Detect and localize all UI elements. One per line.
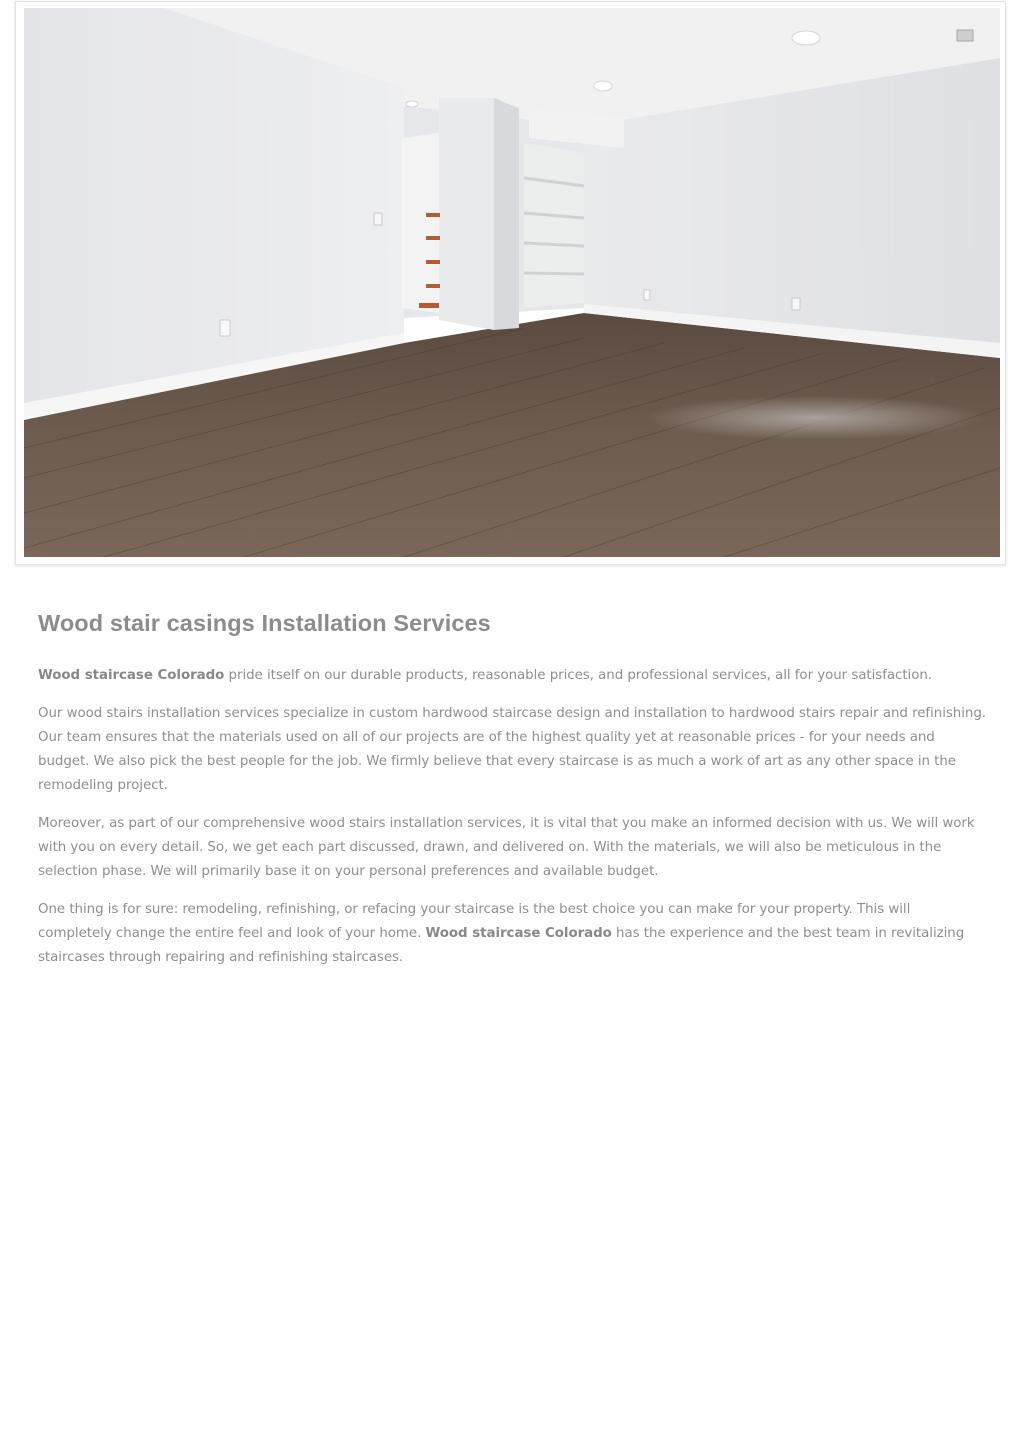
brand-name: Wood staircase Colorado xyxy=(425,926,612,941)
closing-text-start: One thing is for sure: remodeling, refinishing, or refacing your staircase is the best choice you can make for your property. This will completely change the entire feel and look of your home. xyxy=(38,902,911,941)
services-paragraph: Our wood stairs installation services specialize in custom hardwood staircase design and installation to hardwood stairs repair and refinishing. Our team ensures that the materials used on all of our projects are of the highest quality yet at reasonable prices - for your needs and budget. We also pick the best people for the job. We firmly believe that every staircase is as much a work of art as any other space in the remodeling project. xyxy=(38,706,986,793)
page-title: Wood stair casings Installation Services xyxy=(38,610,491,636)
closing-text-end: has the experience and the best team in revitalizing staircases through repairing and refinishing staircases. xyxy=(38,926,965,965)
article xyxy=(38,606,986,984)
closing-paragraph xyxy=(38,898,986,970)
intro-text: pride itself on our durable products, reasonable prices, and professional services, all for your satisfaction. xyxy=(224,668,933,683)
intro-paragraph xyxy=(38,664,986,688)
basement-room-illustration xyxy=(24,8,1000,557)
process-paragraph: Moreover, as part of our comprehensive wood stairs installation services, it is vital that you make an informed decision with us. We will work with you on every detail. So, we get each part discussed, drawn, and delivered on. With the materials, we will also be meticulous in the selection phase. We will primarily base it on your personal preferences and available budget. xyxy=(38,816,975,879)
brand-name: Wood staircase Colorado xyxy=(38,668,225,683)
hero-image xyxy=(24,8,1000,557)
